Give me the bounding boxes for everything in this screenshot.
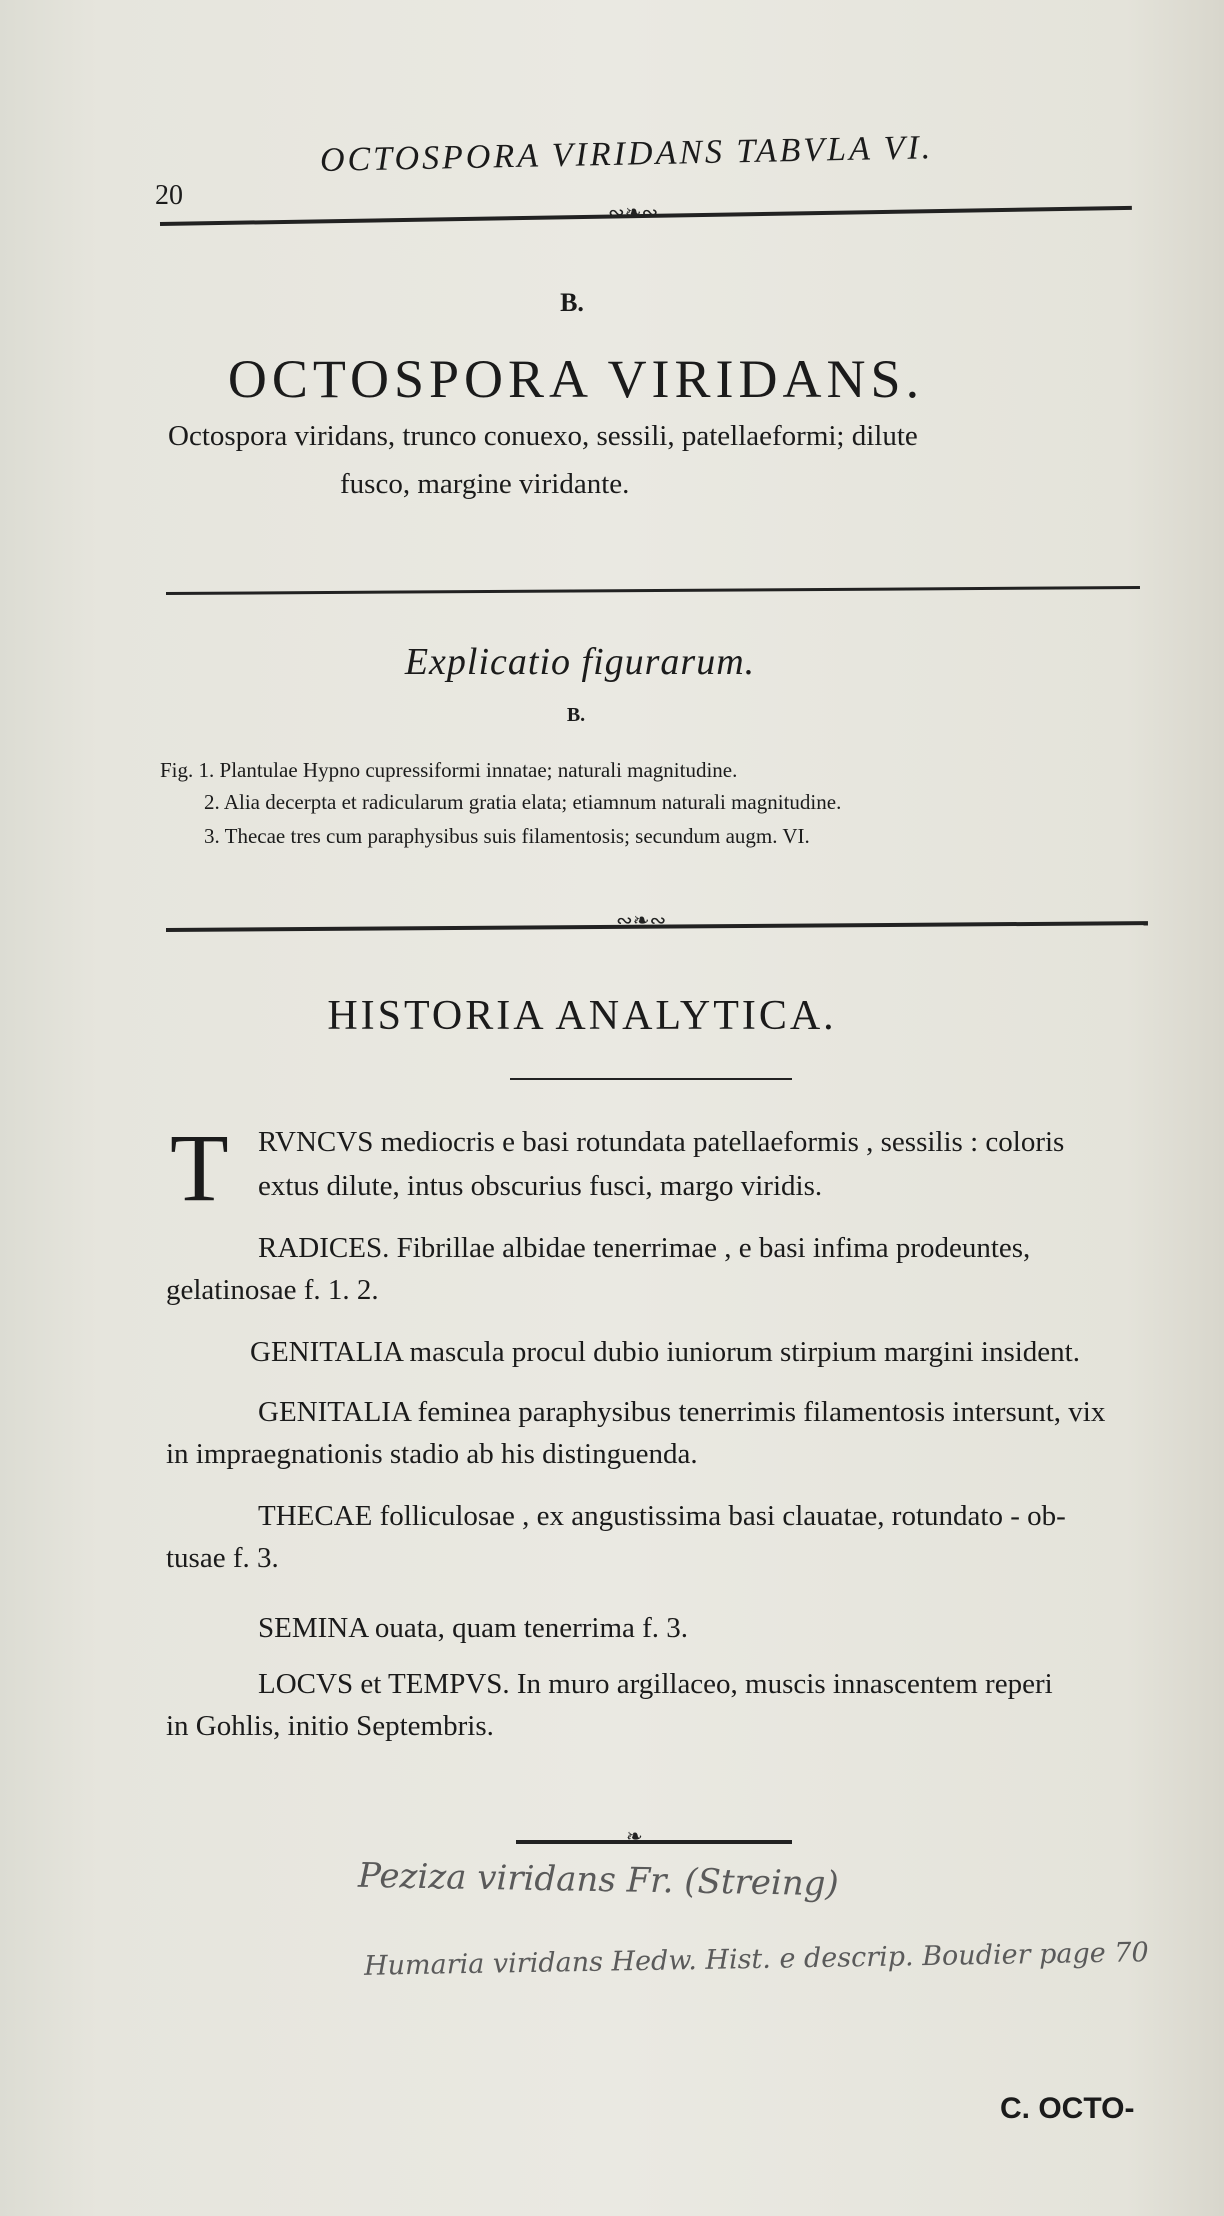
locus-line-2: in Gohlis, initio Septembris.: [166, 1710, 494, 1742]
closing-ornament: ❧: [626, 1826, 643, 1848]
catchword: C. OCTO-: [1000, 2092, 1135, 2125]
radices-line-1: RADICES. Fibrillae albidae tenerrimae , e basi infima prodeuntes,: [258, 1232, 1031, 1264]
explicatio-ornament: ∾❧∾: [616, 910, 667, 932]
figure-caption-2: 2. Alia decerpta et radicularum gratia elata; etiamnum naturali magnitudine.: [204, 790, 842, 814]
historia-heading: HISTORIA ANALYTICA.: [327, 993, 837, 1039]
species-title: OCTOSPORA VIRIDANS.: [227, 349, 925, 409]
truncus-line-1: RVNCVS mediocris e basi rotundata patellaeformis , sessilis : coloris: [258, 1126, 1065, 1158]
explicatio-label: B.: [566, 704, 586, 726]
semina-line: SEMINA ouata, quam tenerrima f. 3.: [258, 1612, 689, 1644]
diagnosis-line-2: fusco, margine viridante.: [340, 468, 630, 500]
thecae-line-1: THECAE folliculosae , ex angustissima basi clauatae, rotundato - ob-: [258, 1500, 1066, 1532]
radices-line-2: gelatinosae f. 1. 2.: [166, 1274, 379, 1306]
closing-rule: [516, 1840, 792, 1844]
thecae-line-2: tusae f. 3.: [166, 1542, 279, 1574]
handwritten-note-1: Peziza viridans Fr. (Streing): [357, 1855, 840, 1905]
header-ornament: ∾❧∾: [608, 202, 659, 224]
drop-cap: T: [170, 1114, 229, 1221]
historia-short-rule: [510, 1078, 792, 1080]
figure-caption-1: Fig. 1. Plantulae Hypno cupressiformi innatae; naturali magnitudine.: [160, 758, 738, 782]
page-number: 20: [155, 180, 183, 211]
figure-caption-3: 3. Thecae tres cum paraphysibus suis filamentosis; secundum augm. VI.: [204, 824, 810, 848]
explicatio-heading: Explicatio figurarum.: [404, 641, 756, 683]
locus-line-1: LOCVS et TEMPVS. In muro argillaceo, muscis innascentem reperi: [258, 1668, 1053, 1700]
handwritten-note-2: Humaria viridans Hedw. Hist. e descrip. Boudier page 70: [363, 1937, 1149, 1982]
title-rule: [166, 586, 1140, 595]
genitalia-feminea-line-2: in impraegnationis stadio ab his distinguenda.: [166, 1438, 698, 1470]
genitalia-feminea-line-1: GENITALIA feminea paraphysibus tenerrimis filamentosis intersunt, vix: [258, 1396, 1106, 1428]
truncus-line-2: extus dilute, intus obscurius fusci, margo viridis.: [258, 1170, 823, 1202]
diagnosis-line-1: Octospora viridans, trunco conuexo, sessili, patellaeformi; dilute: [168, 420, 918, 452]
running-head: OCTOSPORA VIRIDANS TABVLA VI.: [319, 129, 934, 179]
section-label: B.: [560, 288, 584, 317]
genitalia-mascula: GENITALIA mascula procul dubio iuniorum stirpium margini insident.: [250, 1336, 1080, 1368]
